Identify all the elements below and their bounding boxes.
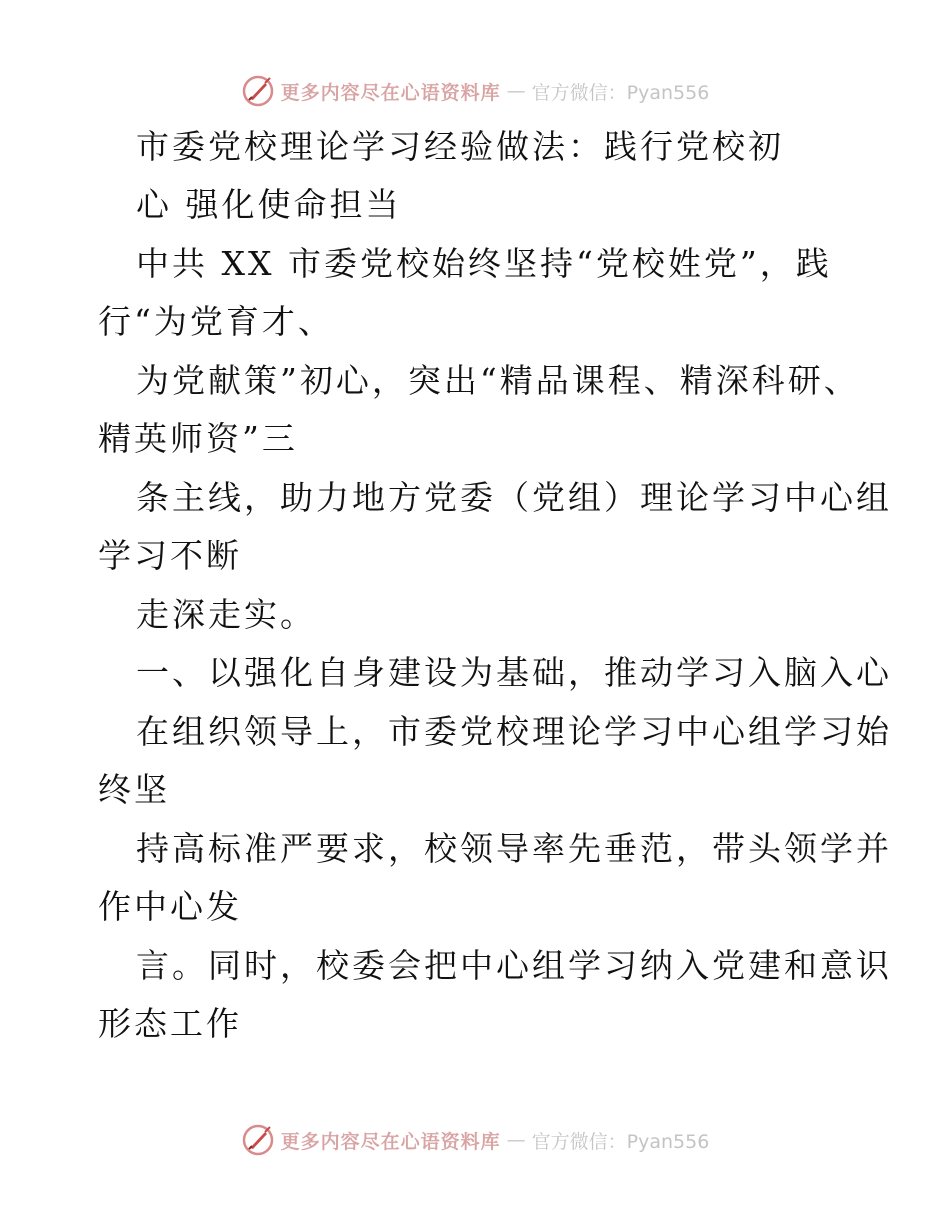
feather-pen-seal-icon	[241, 74, 275, 108]
watermark-contact: 官方微信：Pyan556	[531, 81, 710, 104]
paragraph-line: 为党献策”初心，突出“精品课程、精深科研、	[136, 361, 860, 400]
paragraph-line: 形态工作	[98, 1004, 242, 1043]
watermark-contact: 官方微信：Pyan556	[531, 1130, 710, 1153]
paragraph-line: 走深走实。	[136, 595, 316, 634]
title-line-1: 市委党校理论学习经验做法：践行党校初	[136, 127, 784, 166]
feather-pen-seal-icon	[241, 1123, 275, 1157]
paragraph-line: 作中心发	[98, 887, 242, 926]
watermark-dash: —	[506, 80, 526, 102]
title-line-2: 心 强化使命担当	[136, 185, 402, 224]
paragraph-line: 行“为党育才、	[98, 302, 334, 341]
paragraph-line: 学习不断	[98, 536, 242, 575]
footer-watermark	[0, 1120, 950, 1160]
paragraph-line: 言。同时，校委会把中心组学习纳入党建和意识	[136, 946, 892, 985]
section-heading: 一、以强化自身建设为基础，推动学习入脑入心	[136, 653, 892, 692]
watermark-brand-text: 更多内容尽在心语资料库	[280, 81, 501, 104]
paragraph-line: 持高标准严要求，校领导率先垂范，带头领学并	[136, 829, 892, 868]
header-watermark	[0, 71, 950, 111]
watermark-dash: —	[506, 1129, 526, 1151]
paragraph-line: 在组织领导上，市委党校理论学习中心组学习始	[136, 712, 892, 751]
paragraph-line: 精英师资”三	[98, 419, 298, 458]
paragraph-line: 终坚	[98, 770, 170, 809]
paragraph-line: 中共 XX 市委党校始终坚持“党校姓党”，践	[136, 244, 832, 283]
paragraph-line: 条主线，助力地方党委（党组）理论学习中心组	[136, 478, 892, 517]
watermark-brand-text: 更多内容尽在心语资料库	[280, 1130, 501, 1153]
